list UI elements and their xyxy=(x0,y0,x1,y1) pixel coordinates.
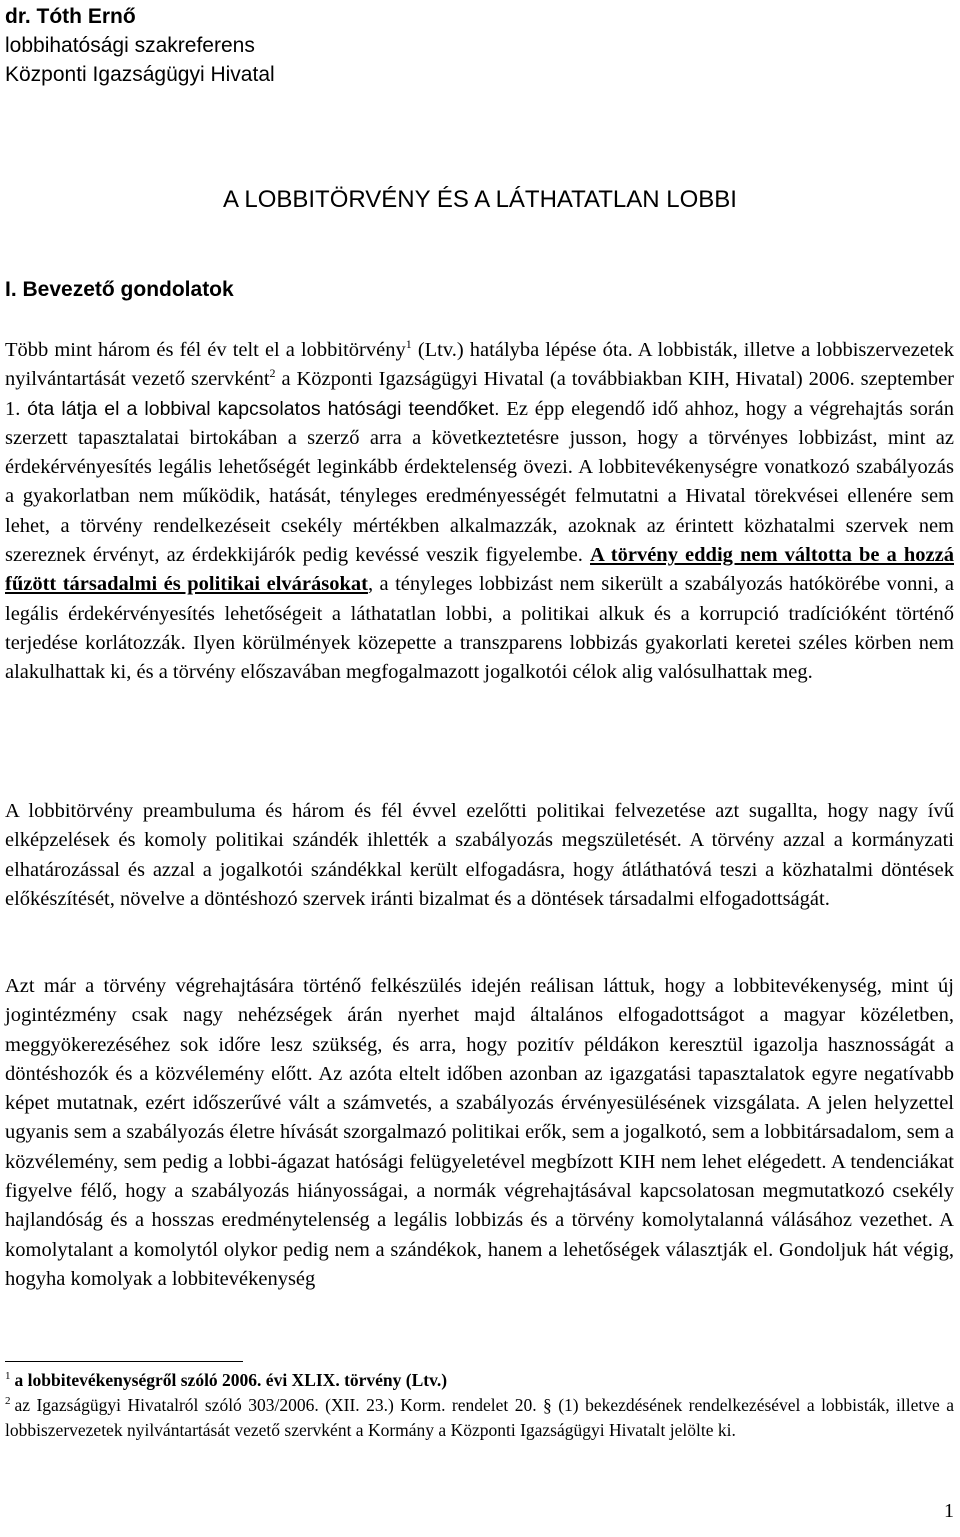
p1-part2: (Ltv.) hatályba lépése óta. A lobbisták, illetve a lobbiszervezetek nyilvántartását vezető szervként xyxy=(5,339,955,391)
footnote-ref-2: 2 xyxy=(269,366,276,381)
paragraph-1 xyxy=(5,336,954,688)
p1-part3: a Központi Igazságügyi Hivatal (a továbbiakban KIH, Hivatal) 2006. szeptember 1. xyxy=(5,368,954,420)
page-number: 1 xyxy=(944,1500,954,1522)
p1-bold-statement: A törvény eddig nem váltotta be a hozzá fűzött társadalmi és politikai elvárásokat xyxy=(5,544,955,596)
author-position: lobbihatósági szakreferens xyxy=(5,34,255,57)
author-header xyxy=(5,2,275,89)
paragraph-2 xyxy=(5,797,954,914)
footnotes xyxy=(5,1368,954,1443)
p1-part6: , a tényleges lobbizást nem sikerült a szabályozás hatókörébe vonni, a legális érdekérvényesítés lehetőségeit a láthatatlan lobbi, a politikai alkuk és a korrupció tradícióként történő terjedése korlátozzák. Ilyen körülmények közepette a transzparens lobbizás gyakorlati keretei széles körben nem alakulhattak ki, és a törvény előszavában megfogalmazott jogalkotói célok alig valósulhattak meg. xyxy=(5,573,955,684)
author-institution: Központi Igazságügyi Hivatal xyxy=(5,63,275,86)
document-title: A LOBBITÖRVÉNY ÉS A LÁTHATATLAN LOBBI xyxy=(223,186,737,213)
footnote-2-number: 2 xyxy=(5,1395,11,1408)
footnote-1-text: a lobbitevékenységről szóló 2006. évi XLIX. törvény (Ltv.) xyxy=(14,1370,448,1390)
footnote-1-number: 1 xyxy=(5,1370,11,1383)
p1-part4: óta látja el a lobbival kapcsolatos hatósági teendőket. xyxy=(27,397,500,420)
footnote-2 xyxy=(5,1393,954,1443)
p3-text: Azt már a törvény végrehajtására történő felkészülés idején reálisan láttuk, hogy a lobbitevékenység, mint új jogintézmény csak nagy nehézségek árán nyerhet majd általános elfogadottságot a magyar közéletben, meggyökerezéséhez sok időre lesz szükség, és arra, hogy pozitív példákon keresztül igazolja hasznosságát a döntéshozók és a közvélemény előtt. Az azóta eltelt időben azonban az igazgatási tapasztalatok egyre negatívabb képet mutatnak, ezért időszerűvé vált a számvetés, a szabályozás érvényesülésének vizsgálata. A jelen helyzettel ugyanis sem a szabályozás életre hívását szorgalmazó politikai erők, sem a jogalkotó, sem a lobbitársadalom, sem a közvélemény, sem pedig a lobbi-ágazat hatósági felügyeletével megbízott KIH nem lehet elégedett. A tendenciákat figyelve félő, hogy a szabályozás hiányosságai, a normák végrehajtásával kapcsolatosan megmutatkozó csekély hajlandóság és a hosszas eredménytelenség a legális lobbizás és a törvény komolytalanná válásához vezethet. A komolytalant a komolytól olykor pedig nem a szándékok, hanem a lehetőségek választják el. Gondoljuk hát végig, hogyha komolyak a lobbitevékenység xyxy=(5,975,954,1290)
author-name: dr. Tóth Ernő xyxy=(5,5,136,28)
footnote-2-text: az Igazságügyi Hivatalról szóló 303/2006. (XII. 23.) Korm. rendelet 20. § (1) bekezdésének rendelkezésével a lobbisták, illetve a lobbiszervezetek nyilvántartását vezető szervként a Kormány a Központi Igazságügyi Hivatalt jelölte ki. xyxy=(5,1395,954,1440)
p1-part1: Több mint három és fél év telt el a lobbitörvény xyxy=(5,339,406,361)
paragraph-3 xyxy=(5,972,954,1294)
section-heading: I. Bevezető gondolatok xyxy=(5,278,234,301)
footnote-1 xyxy=(5,1368,954,1393)
footnote-divider xyxy=(5,1361,243,1362)
p2-text: A lobbitörvény preambuluma és három és fél évvel ezelőtti politikai felvezetése azt sugallta, hogy nagy ívű elképzelések és komoly politikai szándék ihlették a szabályozás megszületését. A törvény azzal a kormányzati elhatározással és azzal a jogalkotói szándékkal került elfogadásra, hogy átláthatóvá teszi a közhatalmi döntések előkészítését, növelve a döntéshozó szervek iránti bizalmat és a döntések társadalmi elfogadottságát. xyxy=(5,800,954,910)
p1-part5: Ez épp elegendő idő ahhoz, hogy a végrehajtás során szerzett tapasztalatai birtokában a szerző arra a következtetésre jusson, hogy a törvényes lobbizást, mint az érdekérvényesítés legális lehetőségét leginkább érdektelenség övezi. A lobbitevékenységre vonatkozó szabályozás a gyakorlatban nem működik, hatását, tényleges eredményességét felmutatni a Hivatal törekvései ellenére sem lehet, a törvény rendelkezéseit csekély mértékben alkalmazzák, azoknak az érintett közhatalmi szervek nem szereznek érvényt, az érdekkijárók pedig kevéssé veszik figyelembe. xyxy=(5,397,955,567)
footnote-ref-1: 1 xyxy=(405,337,412,352)
